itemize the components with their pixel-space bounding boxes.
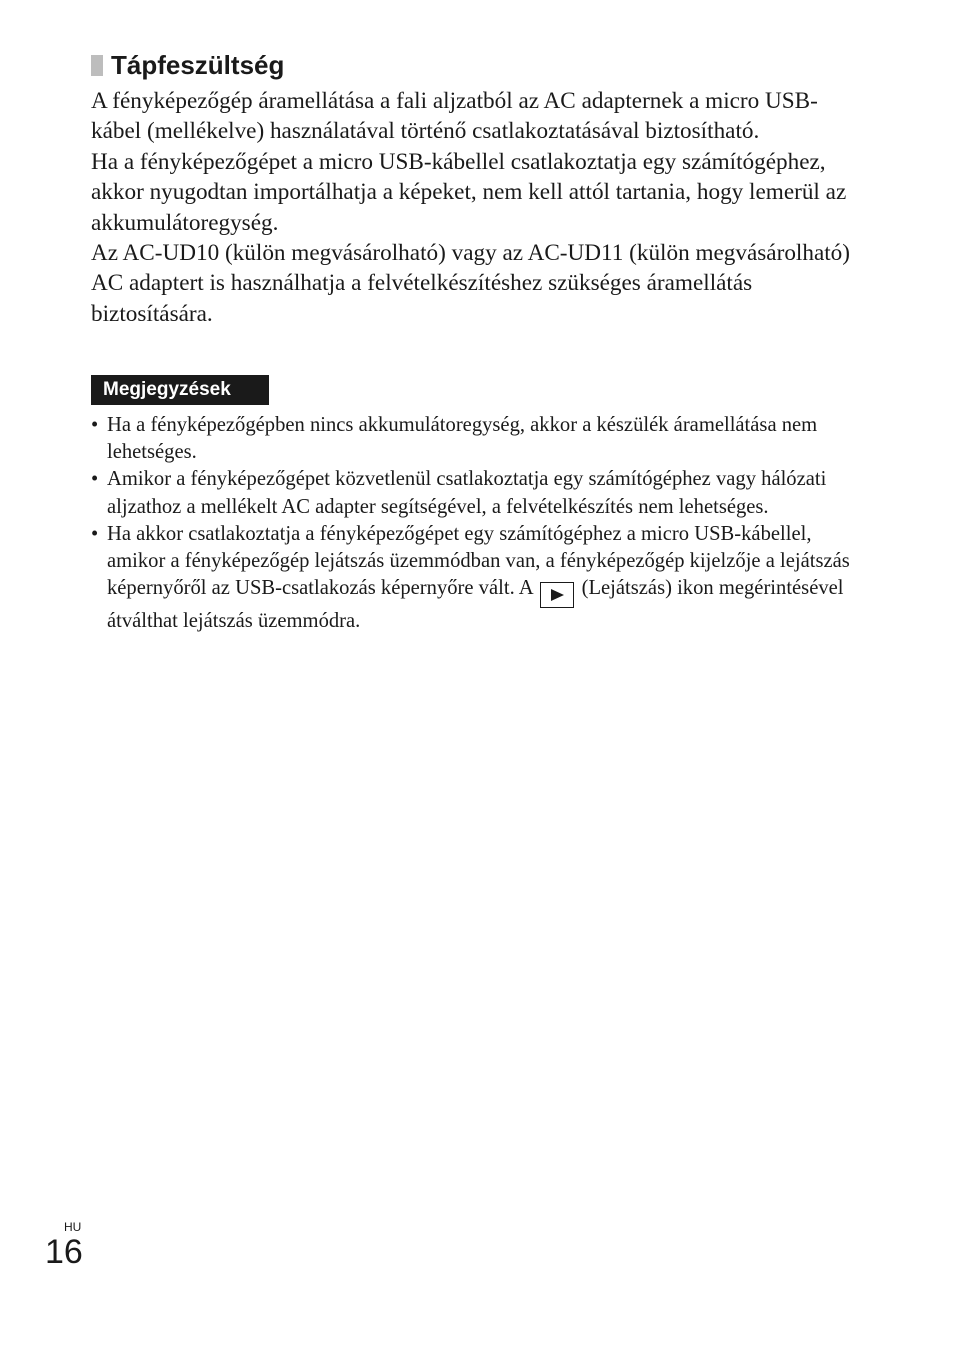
notes-label: Megjegyzések [91,375,269,405]
page-number: 16 [45,1233,83,1271]
note-text: Amikor a fényképezőgépet közvetlenül csatlakoztatja egy számítógéphez vagy hálózati aljzathoz a mellékelt AC adapter segítségével, a felvételkészítés nem lehetséges. [107,468,827,518]
language-code: HU [64,1220,82,1234]
section-title: Tápfeszültség [111,50,285,80]
note-item [91,412,851,466]
play-icon [540,582,574,608]
bullet: • [91,414,99,436]
section-body [91,86,851,329]
paragraph: Az AC-UD10 (külön megvásárolható) vagy az AC-UD11 (külön megvásárolható) AC adaptert is használhatja a felvételkészítéshez szükséges áramellátás biztosítására. [91,240,850,327]
note-text-after-icon: (Lejátszás) ikon megérintésével átválthat lejátszás üzemmódra. [107,577,844,633]
bullet: • [91,522,99,545]
note-text: Ha a fényképezőgépben nincs akkumulátoregység, akkor a készülék áramellátása nem lehetséges. [107,414,818,464]
notes-list [91,412,851,635]
section-heading [91,48,284,82]
paragraph: Ha a fényképezőgépet a micro USB-kábellel csatlakoztatja egy számítógéphez, akkor nyugodtan importálhatja a képeket, nem kell attól tartania, hogy lemerül az akkumulátoregység. [91,148,847,236]
note-text-before-icon: Ha akkor csatlakoztatja a fényképezőgépet egy számítógéphez a micro USB-kábellel, amikor a fényképezőgép lejátszás üzemmódban van, a fényképezőgép kijelzője a lejátszás képernyőről az USB-csatlakozás képernyőre vált. A [107,522,850,600]
note-item [91,466,851,520]
section-marker-icon [91,55,103,76]
bullet: • [91,468,99,491]
paragraph: A fényképezőgép áramellátása a fali aljzatból az AC adapternek a micro USB-kábel (mellékelve) használatával történő csatlakoztatásával biztosítható. [91,88,818,145]
note-item [91,521,851,636]
